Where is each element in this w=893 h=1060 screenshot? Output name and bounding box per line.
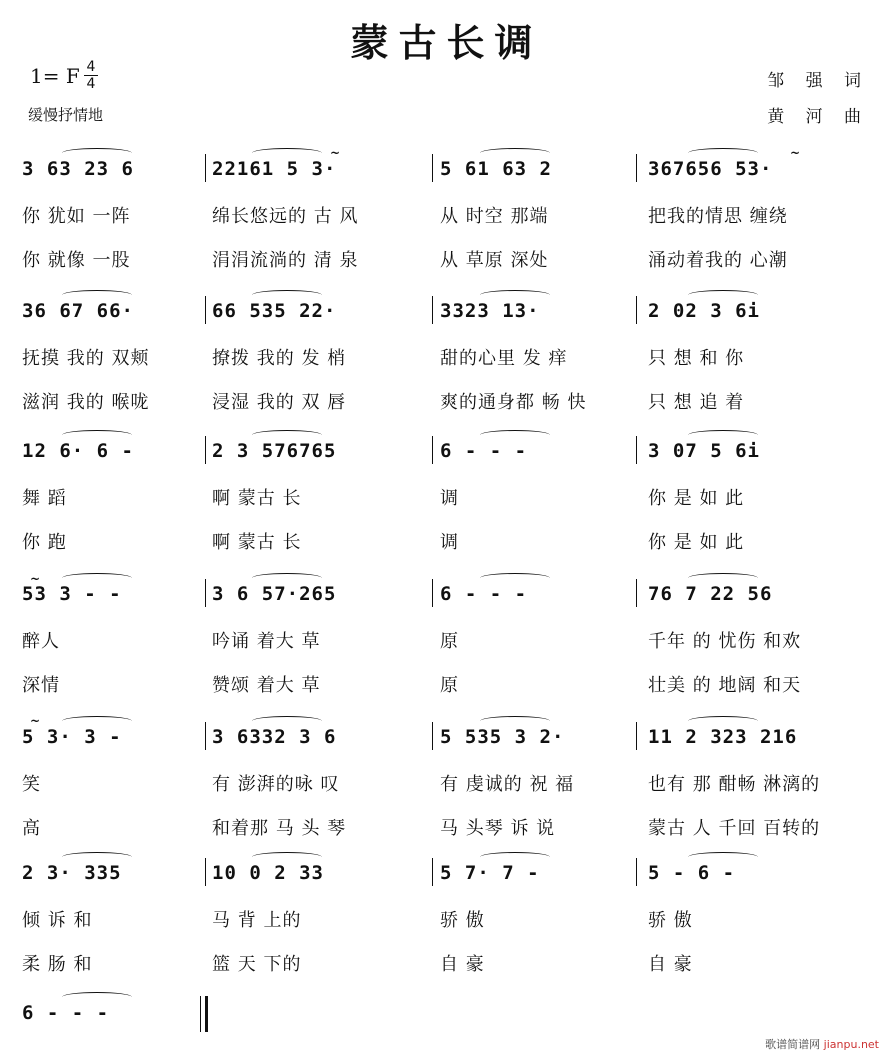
slur-mark xyxy=(62,430,132,440)
measure-notes: 367656 53· xyxy=(648,158,773,180)
trill-mark: ~ xyxy=(330,146,341,160)
measure-notes: 12 6· 6 - xyxy=(22,440,134,462)
slur-mark xyxy=(252,290,322,300)
lyric-verse-2: 篮 天 下的 xyxy=(212,954,302,975)
barline xyxy=(205,858,206,886)
lyric-verse-2: 你 是 如 此 xyxy=(648,532,745,553)
measure-notes: 3 6 57·265 xyxy=(212,583,337,605)
slur-mark xyxy=(252,852,322,862)
barline xyxy=(205,154,206,182)
trill-mark: ~ xyxy=(30,572,41,586)
lyric-verse-1: 啊 蒙古 长 xyxy=(212,488,302,509)
slur-mark xyxy=(62,573,132,583)
lyric-verse-1: 调 xyxy=(440,488,459,509)
lyric-verse-2: 调 xyxy=(440,532,459,553)
barline xyxy=(432,296,433,324)
slur-mark xyxy=(480,716,550,726)
slur-mark xyxy=(252,573,322,583)
lyric-verse-1: 笑 xyxy=(22,774,41,795)
lyric-verse-2: 涓涓流淌的 清 泉 xyxy=(212,250,359,271)
measure-notes: 2 02 3 6i xyxy=(648,300,760,322)
lyric-verse-2: 和着那 马 头 琴 xyxy=(212,818,347,839)
measure-notes: 5 535 3 2· xyxy=(440,726,565,748)
lyric-verse-2: 柔 肠 和 xyxy=(22,954,93,975)
slur-mark xyxy=(688,716,758,726)
lyric-verse-2: 赞颂 着大 草 xyxy=(212,675,321,696)
lyric-verse-1: 倾 诉 和 xyxy=(22,910,93,931)
measure-notes: 3323 13· xyxy=(440,300,540,322)
lyric-verse-2: 从 草原 深处 xyxy=(440,250,549,271)
lyric-verse-2: 壮美 的 地阔 和天 xyxy=(648,675,802,696)
lyric-verse-1: 舞 蹈 xyxy=(22,488,67,509)
lyric-verse-1: 你 犹如 一阵 xyxy=(22,206,131,227)
lyric-verse-1: 吟诵 着大 草 xyxy=(212,631,321,652)
composer-credit: 黄 河 曲 xyxy=(767,107,869,127)
final-barline xyxy=(200,996,208,1032)
barline xyxy=(636,579,637,607)
measure-notes: 22161 5 3· xyxy=(212,158,337,180)
lyric-verse-1: 原 xyxy=(440,631,459,652)
trill-mark: ~ xyxy=(30,714,41,728)
barline xyxy=(205,436,206,464)
time-numerator: 4 xyxy=(86,59,96,75)
slur-mark xyxy=(62,148,132,158)
key-signature: 1= F xyxy=(30,64,80,88)
measure-notes: 3 6332 3 6 xyxy=(212,726,337,748)
measure-notes: 6 - - - xyxy=(22,1002,110,1024)
lyric-verse-2: 蒙古 人 千回 百转的 xyxy=(648,818,821,839)
barline xyxy=(205,722,206,750)
measure-notes: 5 3· 3 - xyxy=(22,726,122,748)
slur-mark xyxy=(688,852,758,862)
measure-notes: 6 - - - xyxy=(440,440,528,462)
barline xyxy=(636,722,637,750)
lyric-verse-2: 你 跑 xyxy=(22,532,67,553)
measure-notes: 66 535 22· xyxy=(212,300,337,322)
slur-mark xyxy=(480,290,550,300)
lyric-verse-1: 千年 的 忧伤 和欢 xyxy=(648,631,802,652)
lyric-verse-1: 撩拨 我的 发 梢 xyxy=(212,348,347,369)
slur-mark xyxy=(252,430,322,440)
slur-mark xyxy=(480,573,550,583)
lyric-verse-2: 涌动着我的 心潮 xyxy=(648,250,788,271)
lyric-verse-1: 骄 傲 xyxy=(440,910,485,931)
slur-mark xyxy=(252,716,322,726)
time-signature xyxy=(84,60,98,91)
lyricist-credit: 邹 强 词 xyxy=(767,71,869,91)
lyric-verse-1: 把我的情思 缠绕 xyxy=(648,206,788,227)
lyric-verse-2: 爽的通身都 畅 快 xyxy=(440,392,587,413)
measure-notes: 10 0 2 33 xyxy=(212,862,324,884)
slur-mark xyxy=(480,148,550,158)
lyric-verse-1: 骄 傲 xyxy=(648,910,693,931)
lyric-verse-1: 绵长悠远的 古 风 xyxy=(212,206,359,227)
lyric-verse-1: 抚摸 我的 双颊 xyxy=(22,348,150,369)
measure-notes: 36 67 66· xyxy=(22,300,134,322)
barline xyxy=(636,858,637,886)
slur-mark xyxy=(62,716,132,726)
measure-notes: 3 63 23 6 xyxy=(22,158,134,180)
barline xyxy=(432,154,433,182)
lyric-verse-1: 有 虔诚的 祝 福 xyxy=(440,774,575,795)
measure-notes: 5 - 6 - xyxy=(648,862,736,884)
measure-notes: 3 07 5 6i xyxy=(648,440,760,462)
barline xyxy=(432,722,433,750)
trill-mark: ~ xyxy=(790,146,801,160)
barline xyxy=(636,296,637,324)
lyric-verse-1: 醉人 xyxy=(22,631,60,652)
song-title: 蒙古长调 xyxy=(350,20,543,65)
lyric-verse-1: 也有 那 酣畅 淋漓的 xyxy=(648,774,821,795)
lyric-verse-2: 浸湿 我的 双 唇 xyxy=(212,392,347,413)
slur-mark xyxy=(480,430,550,440)
measure-notes: 5 61 63 2 xyxy=(440,158,552,180)
time-denominator: 4 xyxy=(86,76,96,92)
lyric-verse-1: 甜的心里 发 痒 xyxy=(440,348,568,369)
measure-notes: 11 2 323 216 xyxy=(648,726,798,748)
lyric-verse-2: 啊 蒙古 长 xyxy=(212,532,302,553)
slur-mark xyxy=(688,430,758,440)
slur-mark xyxy=(480,852,550,862)
lyric-verse-2: 只 想 追 着 xyxy=(648,392,745,413)
watermark-text: 歌谱简谱网 xyxy=(765,1038,821,1051)
lyric-verse-2: 滋润 我的 喉咙 xyxy=(22,392,150,413)
measure-notes: 76 7 22 56 xyxy=(648,583,773,605)
lyric-verse-2: 高 xyxy=(22,818,41,839)
lyric-verse-1: 只 想 和 你 xyxy=(648,348,745,369)
lyric-verse-2: 深情 xyxy=(22,675,60,696)
lyric-verse-1: 从 时空 那端 xyxy=(440,206,549,227)
barline xyxy=(205,579,206,607)
barline xyxy=(432,436,433,464)
barline xyxy=(432,858,433,886)
slur-mark xyxy=(62,992,132,1002)
slur-mark xyxy=(62,290,132,300)
measure-notes: 2 3 576765 xyxy=(212,440,337,462)
measure-notes: 53 3 - - xyxy=(22,583,122,605)
slur-mark xyxy=(688,148,758,158)
measure-notes: 5 7· 7 - xyxy=(440,862,540,884)
barline xyxy=(636,154,637,182)
measure-notes: 6 - - - xyxy=(440,583,528,605)
lyric-verse-2: 自 豪 xyxy=(440,954,485,975)
lyric-verse-2: 原 xyxy=(440,675,459,696)
watermark xyxy=(765,1036,879,1052)
lyric-verse-2: 马 头琴 诉 说 xyxy=(440,818,556,839)
slur-mark xyxy=(688,573,758,583)
barline xyxy=(636,436,637,464)
barline xyxy=(432,579,433,607)
slur-mark xyxy=(688,290,758,300)
tempo-marking: 缓慢抒情地 xyxy=(28,106,104,124)
measure-notes: 2 3· 335 xyxy=(22,862,122,884)
barline xyxy=(205,296,206,324)
slur-mark xyxy=(252,148,322,158)
lyric-verse-1: 你 是 如 此 xyxy=(648,488,745,509)
watermark-domain: jianpu.net xyxy=(823,1038,879,1051)
lyric-verse-1: 马 背 上的 xyxy=(212,910,302,931)
lyric-verse-2: 你 就像 一股 xyxy=(22,250,131,271)
lyric-verse-2: 自 豪 xyxy=(648,954,693,975)
slur-mark xyxy=(62,852,132,862)
lyric-verse-1: 有 澎湃的咏 叹 xyxy=(212,774,340,795)
